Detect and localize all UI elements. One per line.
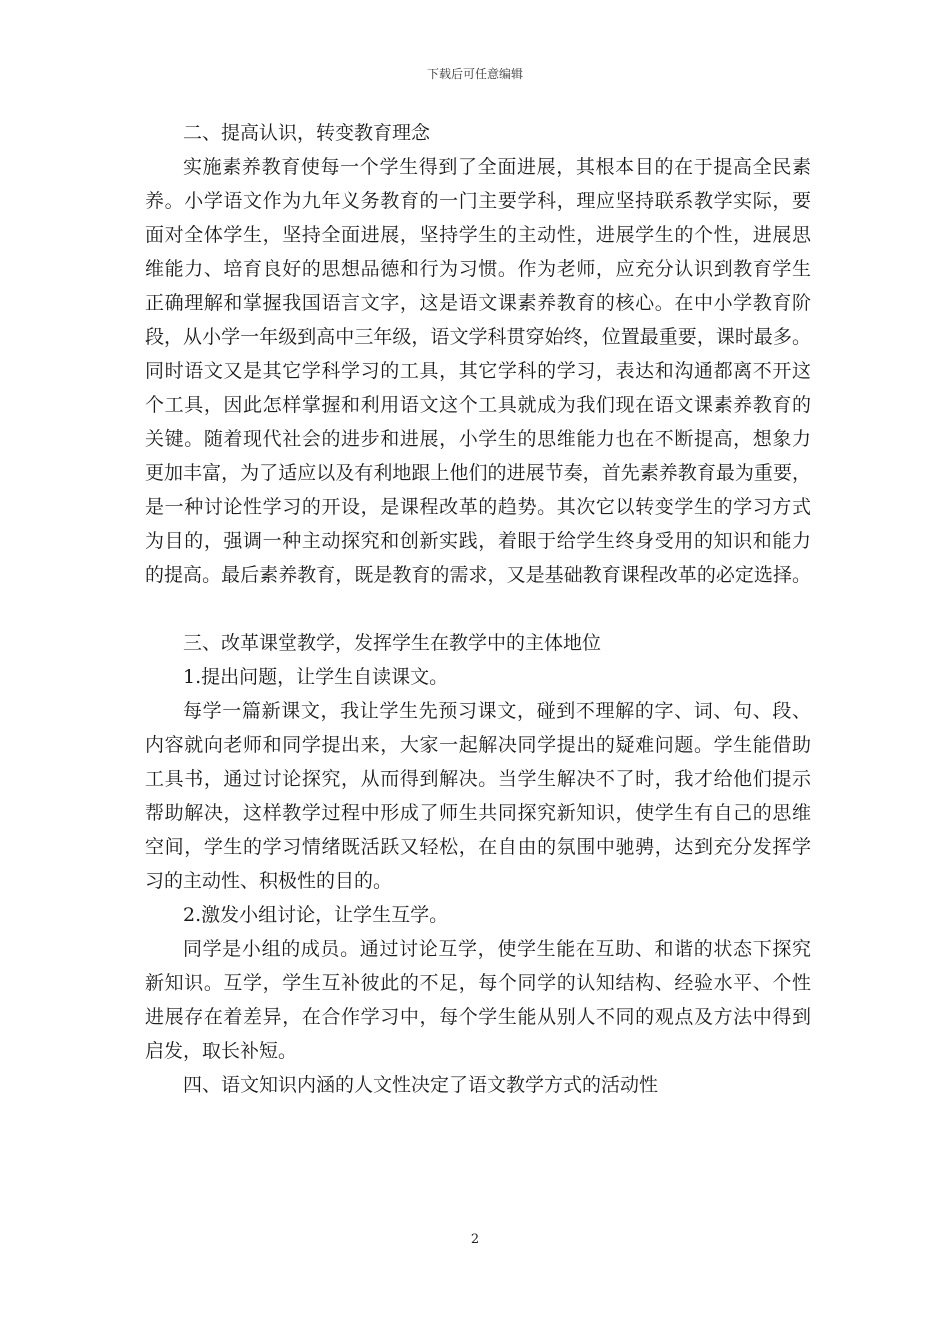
text-line: 同时语文又是其它学科学习的工具，其它学科的学习，表达和沟通都离不开这	[145, 360, 811, 382]
text-line: 的提高。最后素养教育，既是教育的需求，又是基础教育课程改革的必定选择。	[145, 564, 811, 586]
page-number: 2	[470, 1232, 480, 1247]
text-line: 空间，学生的学习情绪既活跃又轻松，在自由的氛围中驰骋，达到充分发挥学	[145, 836, 811, 858]
text-line: 进展存在着差异，在合作学习中，每个学生能从别人不同的观点及方法中得到	[145, 1006, 811, 1028]
text-line: 三、改革课堂教学，发挥学生在教学中的主体地位	[183, 632, 602, 654]
text-line: 四、语文知识内涵的人文性决定了语文教学方式的活动性	[183, 1074, 659, 1096]
text-line: 为目的，强调一种主动探究和创新实践，着眼于给学生终身受用的知识和能力	[145, 530, 811, 552]
document-body	[145, 116, 811, 1102]
text-line: 正确理解和掌握我国语言文字，这是语文课素养教育的核心。在中小学教育阶	[145, 292, 811, 314]
blank-line	[145, 592, 811, 626]
text-line: 启发，取长补短。	[145, 1040, 298, 1062]
text-line: 段，从小学一年级到高中三年级，语文学科贯穿始终，位置最重要，课时最多。	[145, 326, 811, 348]
text-line: 同学是小组的成员。通过讨论互学，使学生能在互助、和谐的状态下探究	[183, 938, 811, 960]
text-line: 养。小学语文作为九年义务教育的一门主要学科，理应坚持联系教学实际，要	[145, 190, 811, 212]
text-line: 关键。随着现代社会的进步和进展，小学生的思维能力也在不断提高，想象力	[145, 428, 811, 450]
text-line: 工具书，通过讨论探究，从而得到解决。当学生解决不了时，我才给他们提示	[145, 768, 811, 790]
text-line: 帮助解决，这样教学过程中形成了师生共同探究新知识，使学生有自己的思维	[145, 802, 811, 824]
text-line: 是一种讨论性学习的开设，是课程改革的趋势。其次它以转变学生的学习方式	[145, 496, 811, 518]
text-line: 1.提出问题，让学生自读课文。	[183, 666, 449, 688]
text-line: 面对全体学生，坚持全面进展，坚持学生的主动性，进展学生的个性，进展思	[145, 224, 811, 246]
text-line: 习的主动性、积极性的目的。	[145, 870, 393, 892]
text-line: 个工具，因此怎样掌握和利用语文这个工具就成为我们现在语文课素养教育的	[145, 394, 811, 416]
text-line: 维能力、培育良好的思想品德和行为习惯。作为老师，应充分认识到教育学生	[145, 258, 811, 280]
text-line: 二、提高认识，转变教育理念	[183, 122, 431, 144]
text-line: 每学一篇新课文，我让学生先预习课文，碰到不理解的字、词、句、段、	[183, 700, 811, 722]
page-header: 下载后可任意编辑	[426, 67, 523, 81]
text-line: 新知识。互学，学生互补彼此的不足，每个同学的认知结构、经验水平、个性	[145, 972, 811, 994]
text-line: 实施素养教育使每一个学生得到了全面进展，其根本目的在于提高全民素	[183, 156, 811, 178]
text-line: 2.激发小组讨论，让学生互学。	[183, 904, 449, 926]
text-line: 内容就向老师和同学提出来，大家一起解决同学提出的疑难问题。学生能借助	[145, 734, 811, 756]
text-line: 更加丰富，为了适应以及有利地跟上他们的进展节奏，首先素养教育最为重要，	[145, 462, 811, 484]
